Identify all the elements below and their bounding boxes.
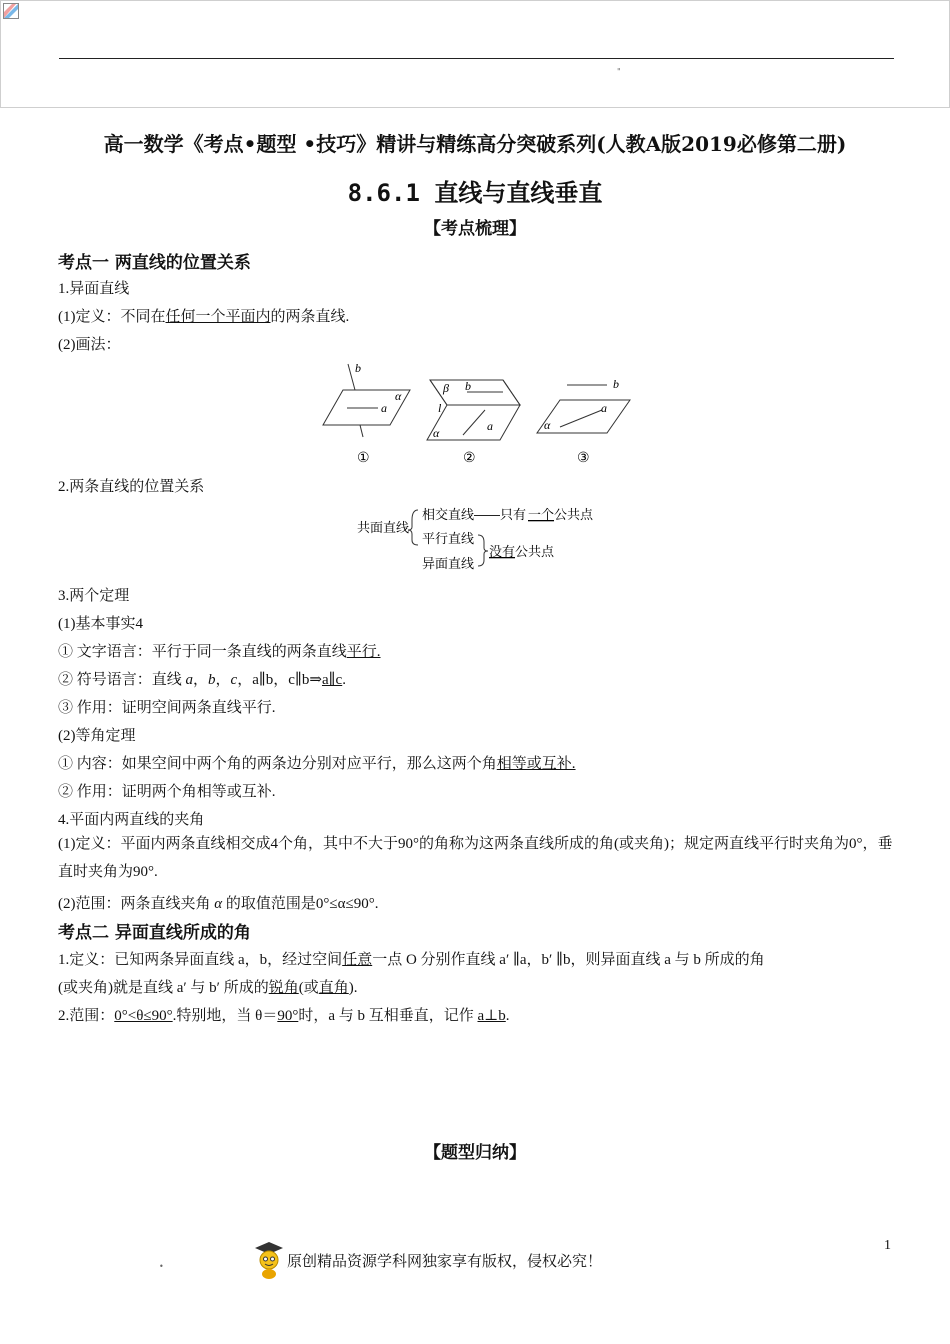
dash-label: ——只有: [474, 507, 527, 522]
common-point-label: 公共点: [554, 507, 594, 522]
skew-definition: (1)定义：不同在任何一个平面内的两条直线.: [58, 309, 350, 325]
skew-angle-range: 2.范围：0°<θ≤90°.特别地，当 θ＝90°时，a 与 b 互相垂直，记作 a⊥b.: [58, 1008, 510, 1024]
header-mark: ": [617, 67, 621, 76]
fig2-label-a: a: [487, 419, 493, 433]
section2-heading: 考点二 异面直线所成的角: [58, 923, 251, 943]
intersecting-label: 相交直线: [422, 507, 475, 522]
item1: 1.异面直线: [58, 281, 130, 297]
fig2-label-b: b: [465, 379, 471, 393]
header-box: [0, 0, 950, 108]
item3: 3.两个定理: [58, 588, 130, 604]
item2: 2.两条直线的位置关系: [58, 479, 205, 495]
skew-lines-figure: [315, 355, 645, 467]
skew-label: 异面直线: [422, 556, 475, 571]
fig1-label-alpha: α: [395, 389, 402, 403]
fact4-heading: (1)基本事实4: [58, 616, 143, 632]
fig2-label-l: l: [438, 401, 442, 415]
fact4-symbol: ② 符号语言：直线 a，b，c，a∥b，c∥b⇒a∥c.: [58, 672, 346, 688]
none-common-label: 公共点: [515, 544, 555, 559]
fig3-label-alpha: α: [544, 418, 551, 432]
fig3-label-a: a: [601, 401, 607, 415]
fact4-text: ① 文字语言：平行于同一条直线的两条直线平行.: [58, 644, 381, 660]
fig2-label-beta: β: [443, 381, 449, 395]
broken-image-icon: [3, 3, 19, 19]
item4: 4.平面内两直线的夹角: [58, 812, 205, 828]
parallel-label: 平行直线: [422, 531, 475, 546]
equal-angle-content: ① 内容：如果空间中两个角的两条边分别对应平行，那么这两个角相等或互补.: [58, 756, 576, 772]
mascot-logo-icon: [253, 1240, 285, 1280]
series-title: 高一数学《考点•题型 •技巧》精讲与精练高分突破系列(人教A版2019必修第二册): [103, 132, 847, 156]
coplanar-label: 共面直线: [357, 520, 410, 535]
fig1-label-a: a: [381, 401, 387, 415]
caption-2: ②: [463, 451, 476, 466]
angle-range: (2)范围：两条直线夹角 α 的取值范围是0°≤α≤90°.: [58, 896, 379, 912]
equal-angle-heading: (2)等角定理: [58, 728, 136, 744]
fig1-label-b: b: [355, 361, 361, 375]
fig3-label-b: b: [613, 377, 619, 391]
skew-angle-def-line1: 1.定义：已知两条异面直线 a，b，经过空间任意一点 O 分别作直线 a′ ∥a，b′ ∥b，则异面直线 a 与 b 所成的角: [58, 952, 765, 968]
none-label: 没有: [489, 544, 516, 559]
page-number: 1: [884, 1238, 891, 1253]
fact4-use: ③ 作用：证明空间两条直线平行.: [58, 700, 276, 716]
footer-dot: •: [159, 1262, 164, 1271]
review-heading: 【考点梳理】: [424, 219, 526, 239]
position-relation-diagram: [352, 500, 612, 578]
angle-definition: (1)定义：平面内两条直线相交成4个角，其中不大于90°的角称为这两条直线所成的角(或夹角)；规定两直线平行时夹角为0°，垂直时夹角为90°.: [58, 836, 893, 880]
drawing-label: (2)画法：: [58, 337, 121, 353]
lesson-title: 8.6.1 直线与直线垂直: [347, 179, 603, 207]
caption-1: ①: [357, 451, 370, 466]
copyright-notice: 原创精品资源学科网独家享有版权，侵权必究！: [287, 1254, 603, 1270]
one-point-label: 一个: [528, 507, 555, 522]
skew-angle-def-line2: (或夹角)就是直线 a′ 与 b′ 所成的锐角(或直角).: [58, 980, 358, 996]
fig2-label-alpha: α: [433, 426, 440, 440]
section1-heading: 考点一 两直线的位置关系: [58, 253, 251, 273]
types-heading: 【题型归纳】: [424, 1143, 526, 1163]
caption-3: ③: [577, 451, 590, 466]
header-rule: [59, 58, 894, 59]
equal-angle-use: ② 作用：证明两个角相等或互补.: [58, 784, 276, 800]
